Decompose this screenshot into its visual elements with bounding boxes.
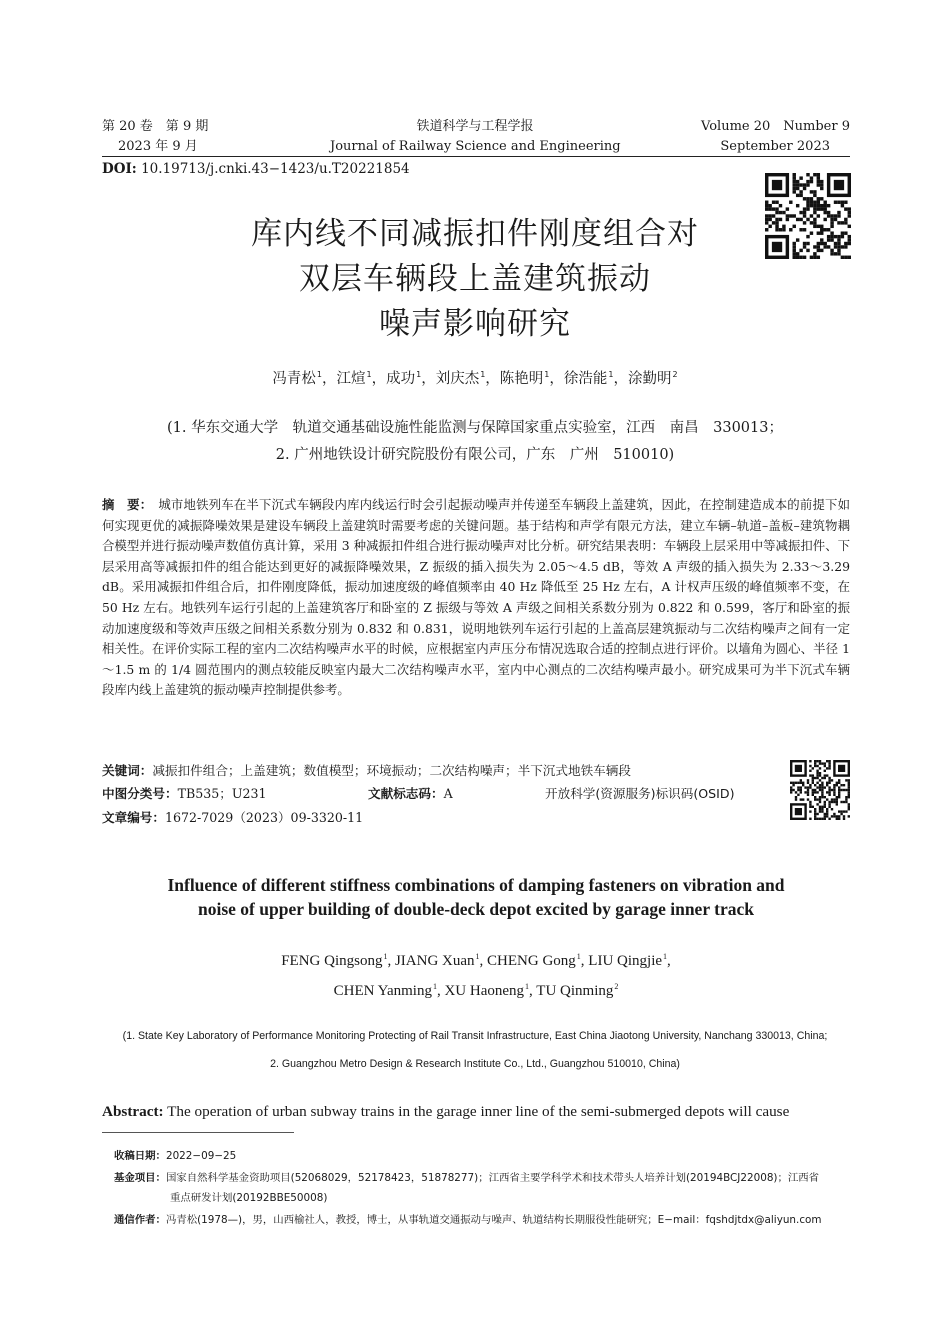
author-en-name: LIU Qingjie <box>588 953 663 969</box>
document-code-label: 文献标志码： <box>368 786 444 801</box>
author-en-name: TU Qinming <box>536 983 614 999</box>
author-cn-affiliation-mark: 2 <box>672 370 678 379</box>
author-en-affiliation-mark: 1 <box>525 982 530 991</box>
author-cn-affiliation-mark: 1 <box>544 370 550 379</box>
footnote-corresponding-author <box>114 1210 854 1230</box>
header-rule <box>102 156 850 157</box>
header-volume-cn <box>102 117 208 157</box>
abstract-en-text: The operation of urban subway trains in the garage inner line of the semi-submerged depots will cause <box>167 1103 790 1120</box>
received-label: 收稿日期： <box>114 1150 166 1162</box>
doi-label: DOI: <box>102 161 137 177</box>
qr-code-icon <box>765 173 851 259</box>
journal-name-en: Journal of Railway Science and Engineering <box>330 139 621 154</box>
volume-issue-en: Volume 20 Number 9 <box>701 119 850 134</box>
affiliation-cn-line-2: 2. 广州地铁设计研究院股份有限公司，广东 广州 510010) <box>275 447 675 463</box>
author-list-en <box>102 944 850 1004</box>
paper-title-cn <box>180 212 770 347</box>
author-en-name: CHENG Gong <box>487 953 576 969</box>
doi-line <box>102 161 410 177</box>
corresponding-value: 冯青松(1978—)，男，山西榆社人，教授，博士，从事轨道交通振动与噪声、轨道结构长期服役性能研究；E−mail：fqshdjtdx@aliyun.com <box>165 1214 822 1226</box>
footnote-funding <box>114 1168 854 1208</box>
author-list-cn: 冯青松$^1$，江煊$^1$，成功$^1$，刘庆杰$^1$，陈艳明$^1$，徐浩能$^1$，涂勤明$^2$ <box>272 370 678 387</box>
abstract-cn <box>102 495 850 701</box>
author-en-name: FENG Qingsong <box>281 953 383 969</box>
author-cn-affiliation-mark: 1 <box>316 370 323 379</box>
author-en-name: XU Haoneng <box>444 983 525 999</box>
author-en-name: CHEN Yanming <box>333 983 432 999</box>
abstract-en-label: Abstract: <box>102 1103 164 1120</box>
doi-value: 10.19713/j.cnki.43−1423/u.T20221854 <box>141 161 410 177</box>
keywords-label: 关键词： <box>102 763 153 778</box>
author-en-affiliation-mark: 1 <box>475 952 480 961</box>
paper-title-en <box>102 873 850 921</box>
author-en-affiliation-mark: 1 <box>576 952 581 961</box>
title-en-line-1: Influence of different stiffness combinations of damping fasteners on vibration and <box>167 875 785 895</box>
document-code <box>368 783 453 802</box>
osid-label: 开放科学(资源服务)标识码(OSID) <box>545 786 735 801</box>
author-en-name: JIANG Xuan <box>394 953 475 969</box>
keywords-text: 减振扣件组合；上盖建筑；数值模型；环境振动；二次结构噪声；半下沉式地铁车辆段 <box>152 763 631 778</box>
author-cn-name: 成功 <box>386 371 416 387</box>
author-cn-name: 冯青松 <box>272 371 316 387</box>
journal-name-cn: 铁道科学与工程学报 <box>416 119 534 134</box>
volume-issue-cn: 第 20 卷 第 9 期 <box>102 119 209 134</box>
author-list-en-row-1: FENG Qingsong$^1$, JIANG Xuan$^1$, CHENG Gong$^1$, LIU Qingjie$^1$, <box>281 952 671 969</box>
classification-number <box>102 783 267 802</box>
header-journal <box>330 117 620 157</box>
author-cn-name: 涂勤明 <box>627 371 672 387</box>
keywords-cn <box>102 760 631 779</box>
affiliation-en-line-1: (1. State Key Laboratory of Performance Monitoring Protecting of Rail Transit Infrastructure, East China Jiaotong University, Nanchang 330013, China; <box>122 1030 828 1042</box>
classification-value: TB535；U231 <box>177 786 267 801</box>
funding-label: 基金项目： <box>114 1172 166 1184</box>
header-volume-en <box>700 117 850 157</box>
author-cn-name: 徐浩能 <box>563 371 608 387</box>
corresponding-label: 通信作者： <box>114 1214 166 1226</box>
article-number-label: 文章编号： <box>102 810 165 825</box>
footnote-received <box>114 1146 854 1166</box>
author-cn-name: 刘庆杰 <box>435 371 480 387</box>
author-cn-name: 江煊 <box>336 371 366 387</box>
author-cn-affiliation-mark: 1 <box>608 370 614 379</box>
funding-line-1: 国家自然科学基金资助项目(52068029，52178423，51878277)；江西省主要学科学术和技术带头人培养计划(20194BCJ22008)；江西省 <box>165 1172 820 1184</box>
received-value: 2022−09−25 <box>165 1150 237 1162</box>
affiliations-en <box>60 1022 890 1078</box>
classification-label: 中图分类号： <box>102 786 178 801</box>
author-cn-name: 陈艳明 <box>499 371 544 387</box>
affiliations-cn <box>100 415 850 469</box>
title-cn-line-1: 库内线不同减振扣件刚度组合对 <box>251 216 699 252</box>
document-code-value: A <box>443 786 453 801</box>
title-cn-line-2: 双层车辆段上盖建筑振动 <box>299 261 651 297</box>
title-cn-line-3: 噪声影响研究 <box>379 306 571 342</box>
abstract-en <box>102 1103 850 1121</box>
date-cn: 2023 年 9 月 <box>118 139 198 154</box>
author-en-affiliation-mark: 1 <box>432 982 437 991</box>
author-cn-affiliation-mark: 1 <box>366 370 372 379</box>
author-list-en-row-2: CHEN Yanming$^1$, XU Haoneng$^1$, TU Qinming$^2$ <box>333 982 619 999</box>
author-cn-affiliation-mark: 1 <box>416 370 422 379</box>
author-en-affiliation-mark: 2 <box>614 982 619 991</box>
osid-qr-code-icon <box>790 760 850 820</box>
author-en-affiliation-mark: 1 <box>663 952 668 961</box>
abstract-cn-text: 城市地铁列车在半下沉式车辆段内库内线运行时会引起振动噪声并传递至车辆段上盖建筑，因此，在控制建造成本的前提下如何实现更优的减振降噪效果是建设车辆段上盖建筑时需要考虑的关键问题。基于结构和声学有限元方法，建立车辆–轨道–盖板–建筑物耦合模型并进行振动噪声数值仿真计算，采用 3 种减振扣件组合进行振动噪声对比分析。研究结果表明：车辆段上层采用中等减振扣件、下层采用高等减振扣件的组合能达到更好的减振降噪效果，Z 振级的插入损失为 2.05～4.5 dB，等效 A 声级的插入损失为 2.33～3.29 dB。采用减振扣件组合后，扣件刚度降低，振动加速度级的峰值频率由 40 Hz 降低至 25 Hz 左右，A 计权声压级的峰值频率不变，在 50 Hz 左右。地铁列车运行引起的上盖建筑客厅和卧室的 Z 振级与等效 A 声级之间相关系数分别为 0.822 和 0.599，客厅和卧室的振动加速度级和等效声压级之间相关系数分别为 0.832 和 0.831，说明地铁列车运行引起的上盖高层建筑振动与二次结构噪声之间有一定相关性。在评价实际工程的室内二次结构噪声水平的时候，应根据室内声压分布情况选取合适的控制点进行评价。以墙角为圆心、半径 1～1.5 m 的 1/4 圆范围内的测点较能反映室内最大二次结构噪声水平，室内中心测点的二次结构噪声最小。研究成果可为半下沉式车辆段库内线上盖建筑的振动噪声控制提供参考。 <box>102 497 851 698</box>
footnote-rule <box>102 1132 294 1133</box>
abstract-cn-label: 摘 要： <box>102 497 153 512</box>
affiliation-cn-line-1: (1. 华东交通大学 轨道交通基础设施性能监测与保障国家重点实验室，江西 南昌 330013； <box>167 420 783 436</box>
title-en-line-2: noise of upper building of double-deck depot excited by garage inner track <box>198 899 754 919</box>
affiliation-en-line-2: 2. Guangzhou Metro Design & Research Institute Co., Ltd., Guangzhou 510010, China) <box>270 1058 680 1070</box>
author-cn-affiliation-mark: 1 <box>480 370 486 379</box>
author-en-affiliation-mark: 1 <box>383 952 388 961</box>
article-number-value: 1672-7029（2023）09-3320-11 <box>164 810 364 825</box>
article-number <box>102 807 363 826</box>
funding-line-2: 重点研发计划(20192BBE50008) <box>170 1192 328 1204</box>
date-en: September 2023 <box>720 139 830 154</box>
